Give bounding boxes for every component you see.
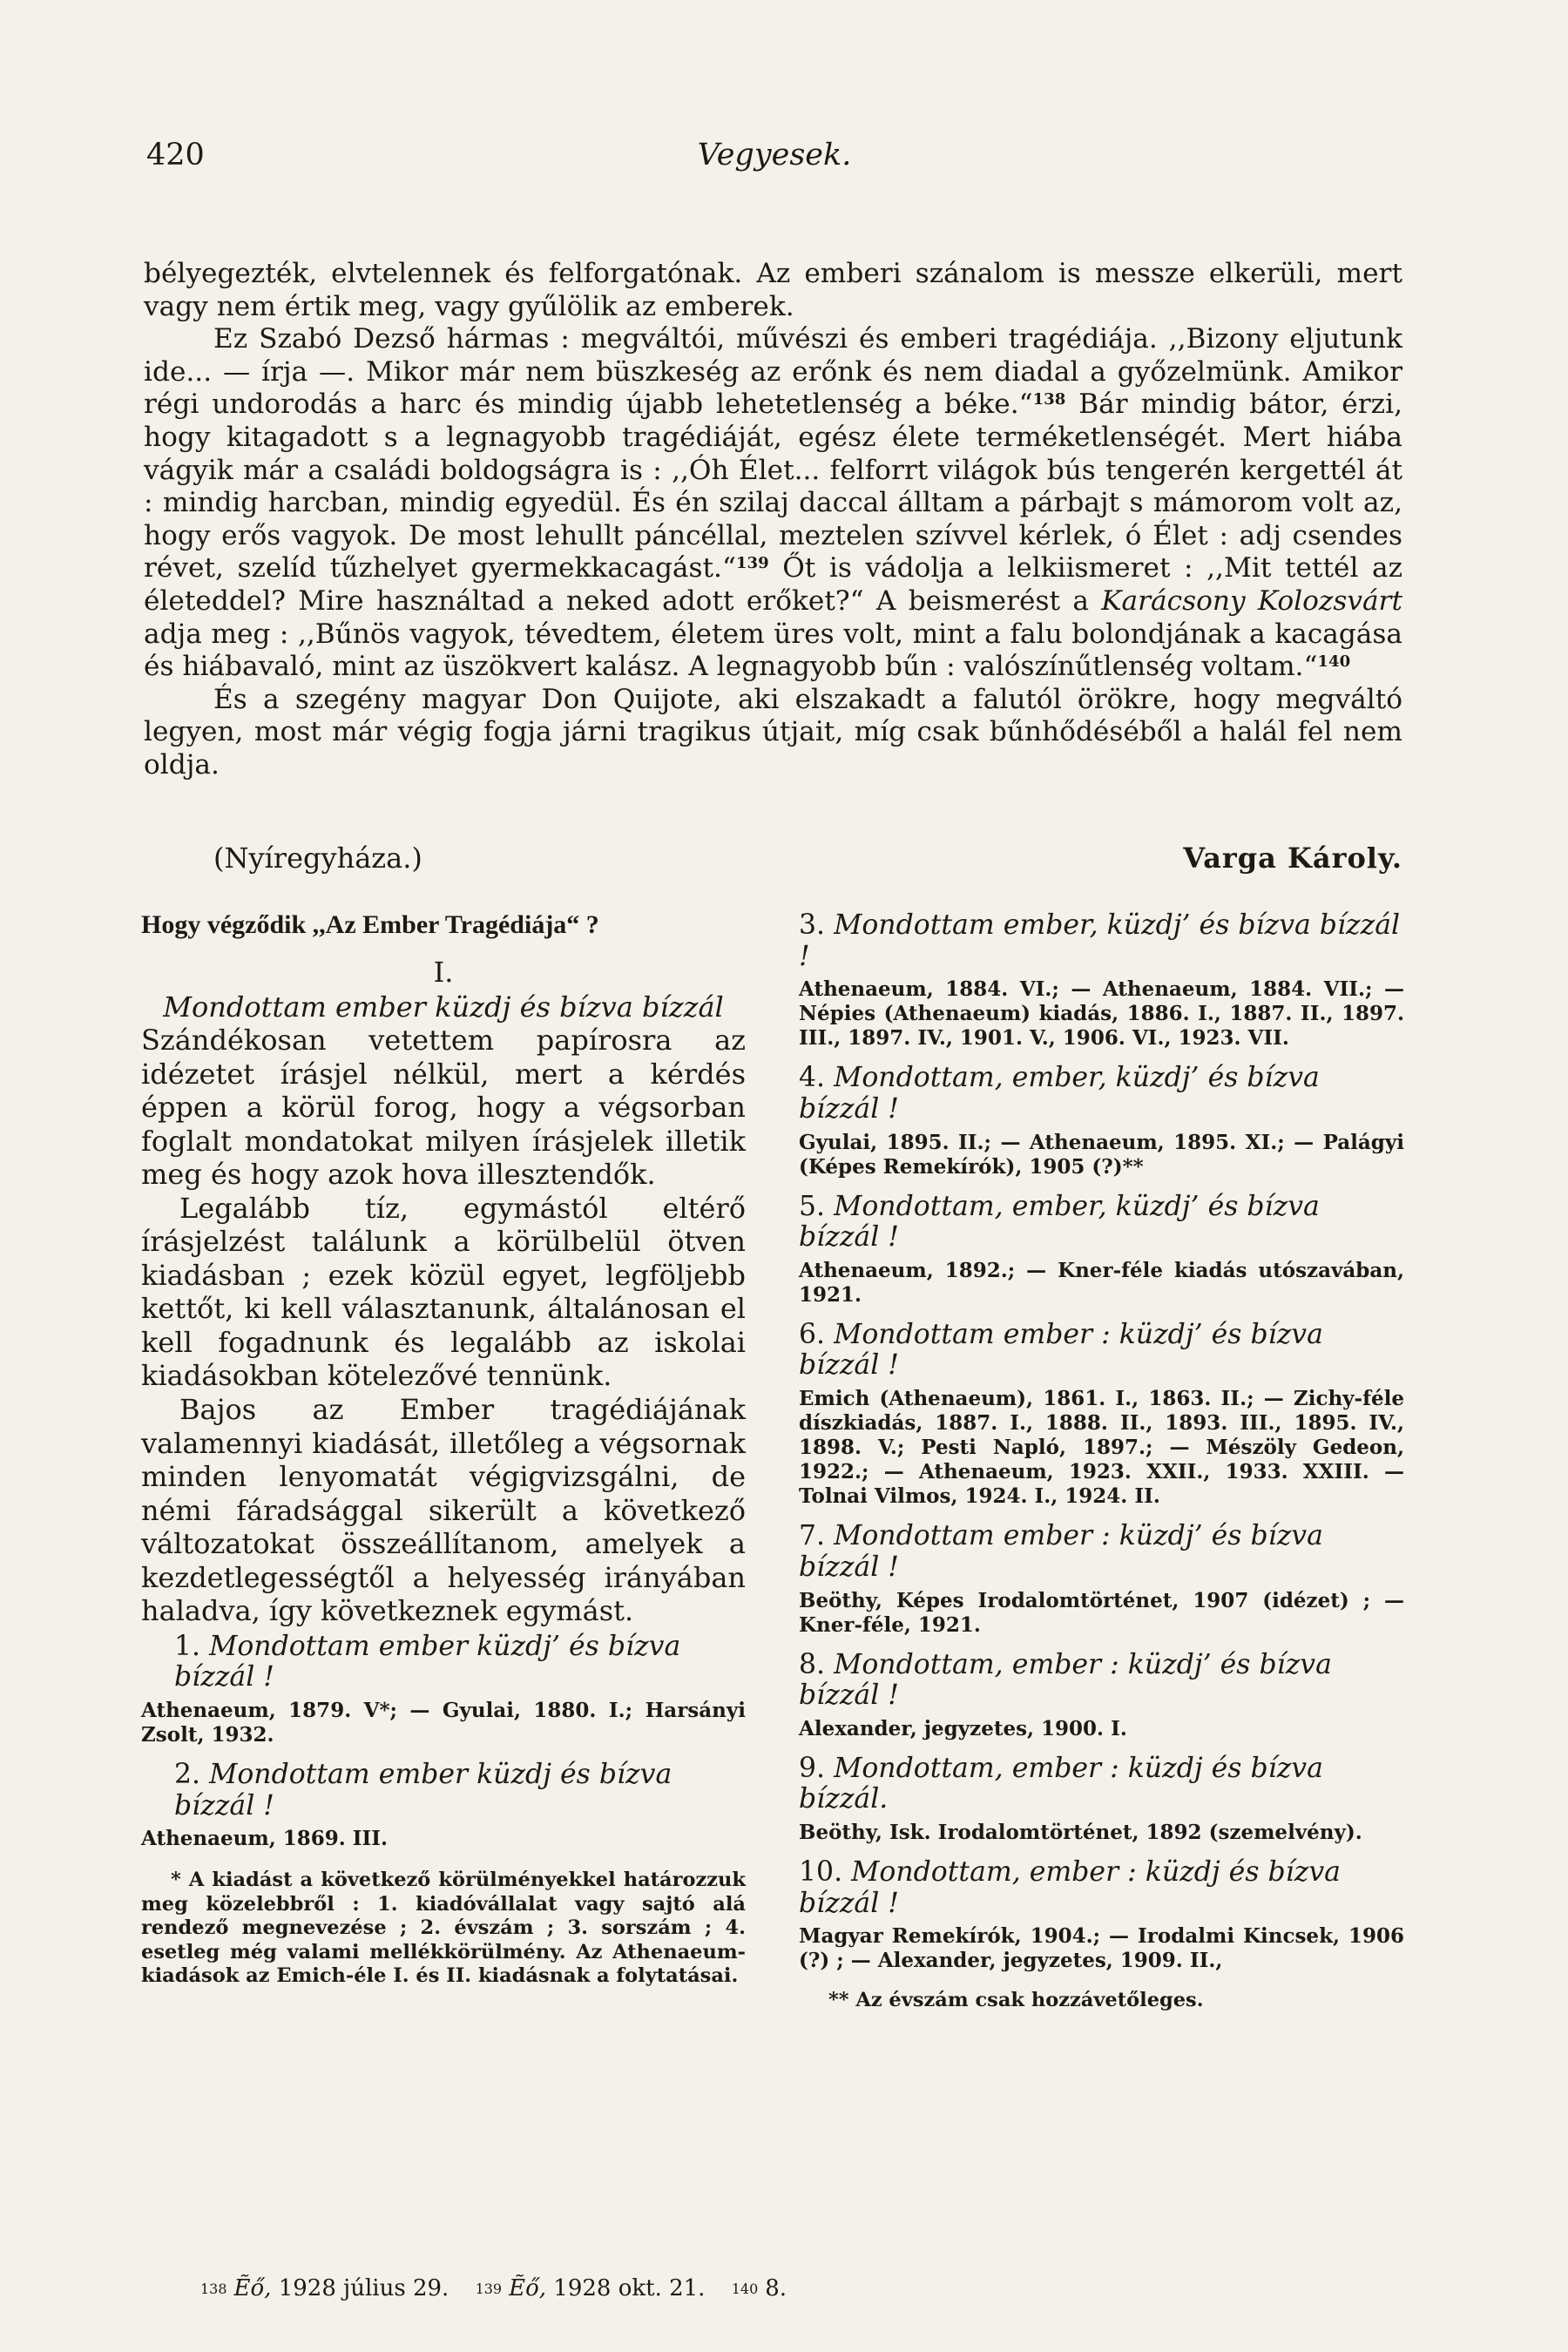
variant-item xyxy=(799,1521,1404,1637)
variant-sources: Athenaeum, 1892.; — Kner-féle kiadás utószavában, 1921. xyxy=(799,1258,1404,1307)
variant-text: 2. Mondottam ember küzdj és bízva bízzál ! xyxy=(174,1759,672,1821)
footnote-138: 138 Ẽő, 1928 július 29. xyxy=(200,2275,449,2301)
page-number: 420 xyxy=(146,138,205,172)
footnote-ref-138: 138 xyxy=(1032,390,1066,409)
variant-text: 3. Mondottam ember, küzdj’ és bízva bízzál ! xyxy=(799,909,1401,972)
variant-sources: Beöthy, Képes Irodalomtörténet, 1907 (idézet) ; — Kner-féle, 1921. xyxy=(799,1588,1404,1637)
variant-sources: Gyulai, 1895. II.; — Athenaeum, 1895. XI.; — Palágyi (Képes Remekírók), 1905 (?)** xyxy=(799,1130,1404,1179)
section-numeral: I. xyxy=(433,956,454,989)
page-footnotes xyxy=(200,2275,1246,2301)
footnote-ref-139: 139 xyxy=(735,554,769,573)
variant-item xyxy=(799,910,1404,1051)
footnote-double-star: ** Az évszám csak hozzávetőleges. xyxy=(828,1989,1204,2012)
page-header xyxy=(146,138,1402,181)
intro-paragraph-2: Ez Szabó Dezső hármas : megváltói, művészi és emberi tragédiája. ,,Bizony eljutunk ide... — írja —. Mikor már nem büszkeség az erőnk és nem diadal a győzelmünk. Amikor régi undorodás a harc és mindig újabb lehetetlenség a béke.“$^{138}$ Bár mindig bátor, érzi, hogy kitagadott s a legnagyobb tragédiáját, egész élete terméketlenségét. Mert hiába vágyik már a családi boldogságra is : ,,Óh Élet... felforrt világok bús tengerén kergettél át : mindig harcban, mindig egyedül. És én szilaj daccal álltam a párbajt s mámorom volt az, hogy erős vagyok. De most lehullt páncéllal, meztelen szívvel kérlek, ó Élet : adj csendes révet, szelíd tűzhelyet gyermekkacagást.“$^{139}$ Őt is vádolja a lelkiismeret : ,,Mit tettél az életeddel? Mire használtad a neked adott erőket?“ A beismerést a Karácsony Kolozsvárt adja meg : ,,Bűnös vagyok, tévedtem, életem üres volt, mint a falu bolondjának a kacagása és hiábavaló, mint az üszökvert kalász. A legnagyobb bűn : valószínűtlenség voltam.“$^{140}$ xyxy=(144,323,1402,683)
variant-item xyxy=(141,1760,746,1851)
article-title: Hogy végződik ,,Az Ember Tragédiája“ ? xyxy=(141,910,599,939)
variant-sources: Athenaeum, 1884. VI.; — Athenaeum, 1884. VII.; — Népies (Athenaeum) kiadás, 1886. I., 1887. II., 1897. III., 1897. IV., 1901. V., 1906. VI., 1923. VII. xyxy=(799,977,1404,1051)
footnote-star: * A kiadást a következő körülményekkel határozzuk meg közelebbről : 1. kiadóvállalat vagy sajtó alá rendező megnevezése ; 2. évszám ; 3. sorszám ; 4. esetleg még valami mellékkörülmény. Az Athenaeum-kiadások az Emich-éle I. és II. kiadásnak a folytatásai. xyxy=(141,1869,746,1988)
variant-sources: Athenaeum, 1879. V*; — Gyulai, 1880. I.; Harsányi Zsolt, 1932. xyxy=(141,1699,746,1747)
epigraph: Mondottam ember küzdj és bízva bízzál xyxy=(163,990,724,1024)
intro-paragraph-3: És a szegény magyar Don Quijote, aki elszakadt a falutól örökre, hogy megváltó legyen, most már végig fogja járni tragikus útjait, míg csak bűnhődéséből a halál fel nem oldja. xyxy=(144,683,1402,781)
body-paragraph: Legalább tíz, egymástól eltérő írásjelzést találunk a körülbelül ötven kiadásban ; ezek közül egyet, legföljebb kettőt, ki kell választanunk, általánosan el kell fogadnunk és legalább az iskolai kiadásokban kötelezővé tennünk. xyxy=(141,1191,746,1393)
right-column xyxy=(799,910,1404,2011)
variant-sources: Beöthy, Isk. Irodalomtörténet, 1892 (szemelvény). xyxy=(799,1821,1362,1845)
variant-item xyxy=(799,1192,1404,1308)
footnote-ref-140: 140 xyxy=(1317,652,1351,672)
variant-item xyxy=(799,1754,1404,1845)
variant-item xyxy=(799,1063,1404,1179)
variant-text: 7. Mondottam ember : küzdj’ és bízva bízzál ! xyxy=(799,1520,1323,1583)
variant-text: 4. Mondottam, ember, küzdj’ és bízva bízzál ! xyxy=(799,1062,1320,1125)
variant-text: 6. Mondottam ember : küzdj’ és bízva bízzál ! xyxy=(799,1318,1323,1382)
variant-sources: Emich (Athenaeum), 1861. I., 1863. II.; — Zichy-féle díszkiadás, 1887. I., 1888. II., 1893. III., 1895. IV., 1898. V.; Pesti Napló, 1897.; — Mészöly Gedeon, 1922.; — Athenaeum, 1923. XXII., 1933. XXIII. — Tolnai Vilmos, 1924. I., 1924. II. xyxy=(799,1387,1404,1509)
variant-item xyxy=(799,1650,1404,1741)
body-paragraph: Szándékosan vetettem papírosra az idézetet írásjel nélkül, mert a kérdés éppen a körül forog, hogy a végsorban foglalt mondatokat milyen írásjelek illetik meg és hogy azok hova illesztendők. xyxy=(141,1024,746,1192)
variant-text: 10. Mondottam, ember : küzdj és bízva bízzál ! xyxy=(799,1856,1341,1919)
body-paragraph: Bajos az Ember tragédiájának valamennyi kiadását, illetőleg a végsornak minden lenyomatát végigvizsgálni, de némi fáradsággal sikerült a következő változatokat összeállítanom, amelyek a kezdetlegességtől a helyesség irányában haladva, így következnek egymást. xyxy=(141,1393,746,1628)
variant-sources: Athenaeum, 1869. III. xyxy=(141,1827,389,1851)
intro-text xyxy=(144,258,1402,782)
variant-item xyxy=(799,1857,1404,1973)
intro-paragraph-1: bélyegezték, elvtelennek és felforgatónak. Az emberi szánalom is messze elkerüli, mert vagy nem értik meg, vagy gyűlölik az emberek. xyxy=(144,258,1402,322)
variant-text: 9. Mondottam, ember : küzdj és bízva bízzál. xyxy=(799,1752,1323,1815)
variant-text: 1. Mondottam ember küzdj’ és bízva bízzál ! xyxy=(174,1630,681,1693)
variant-item xyxy=(799,1320,1404,1509)
signature-place: (Nyíregyháza.) xyxy=(213,841,422,875)
variant-sources: Magyar Remekírók, 1904.; — Irodalmi Kincsek, 1906 (?) ; — Alexander, jegyzetes, 1909. II., xyxy=(799,1924,1404,1973)
signature-author: Varga Károly. xyxy=(1183,841,1402,875)
running-title: Vegyesek. xyxy=(697,138,852,172)
left-column xyxy=(141,910,746,1989)
variant-item xyxy=(141,1632,746,1747)
signature-line xyxy=(144,841,1402,880)
variant-sources: Alexander, jegyzetes, 1900. I. xyxy=(799,1716,1127,1740)
footnote-139: 139 Ẽő, 1928 okt. 21. xyxy=(475,2275,706,2301)
variant-text: 5. Mondottam, ember, küzdj’ és bízva bízzál ! xyxy=(799,1190,1320,1254)
variant-text: 8. Mondottam, ember : küzdj’ és bízva bízzál ! xyxy=(799,1648,1332,1712)
footnote-140: 140 8. xyxy=(731,2275,787,2301)
